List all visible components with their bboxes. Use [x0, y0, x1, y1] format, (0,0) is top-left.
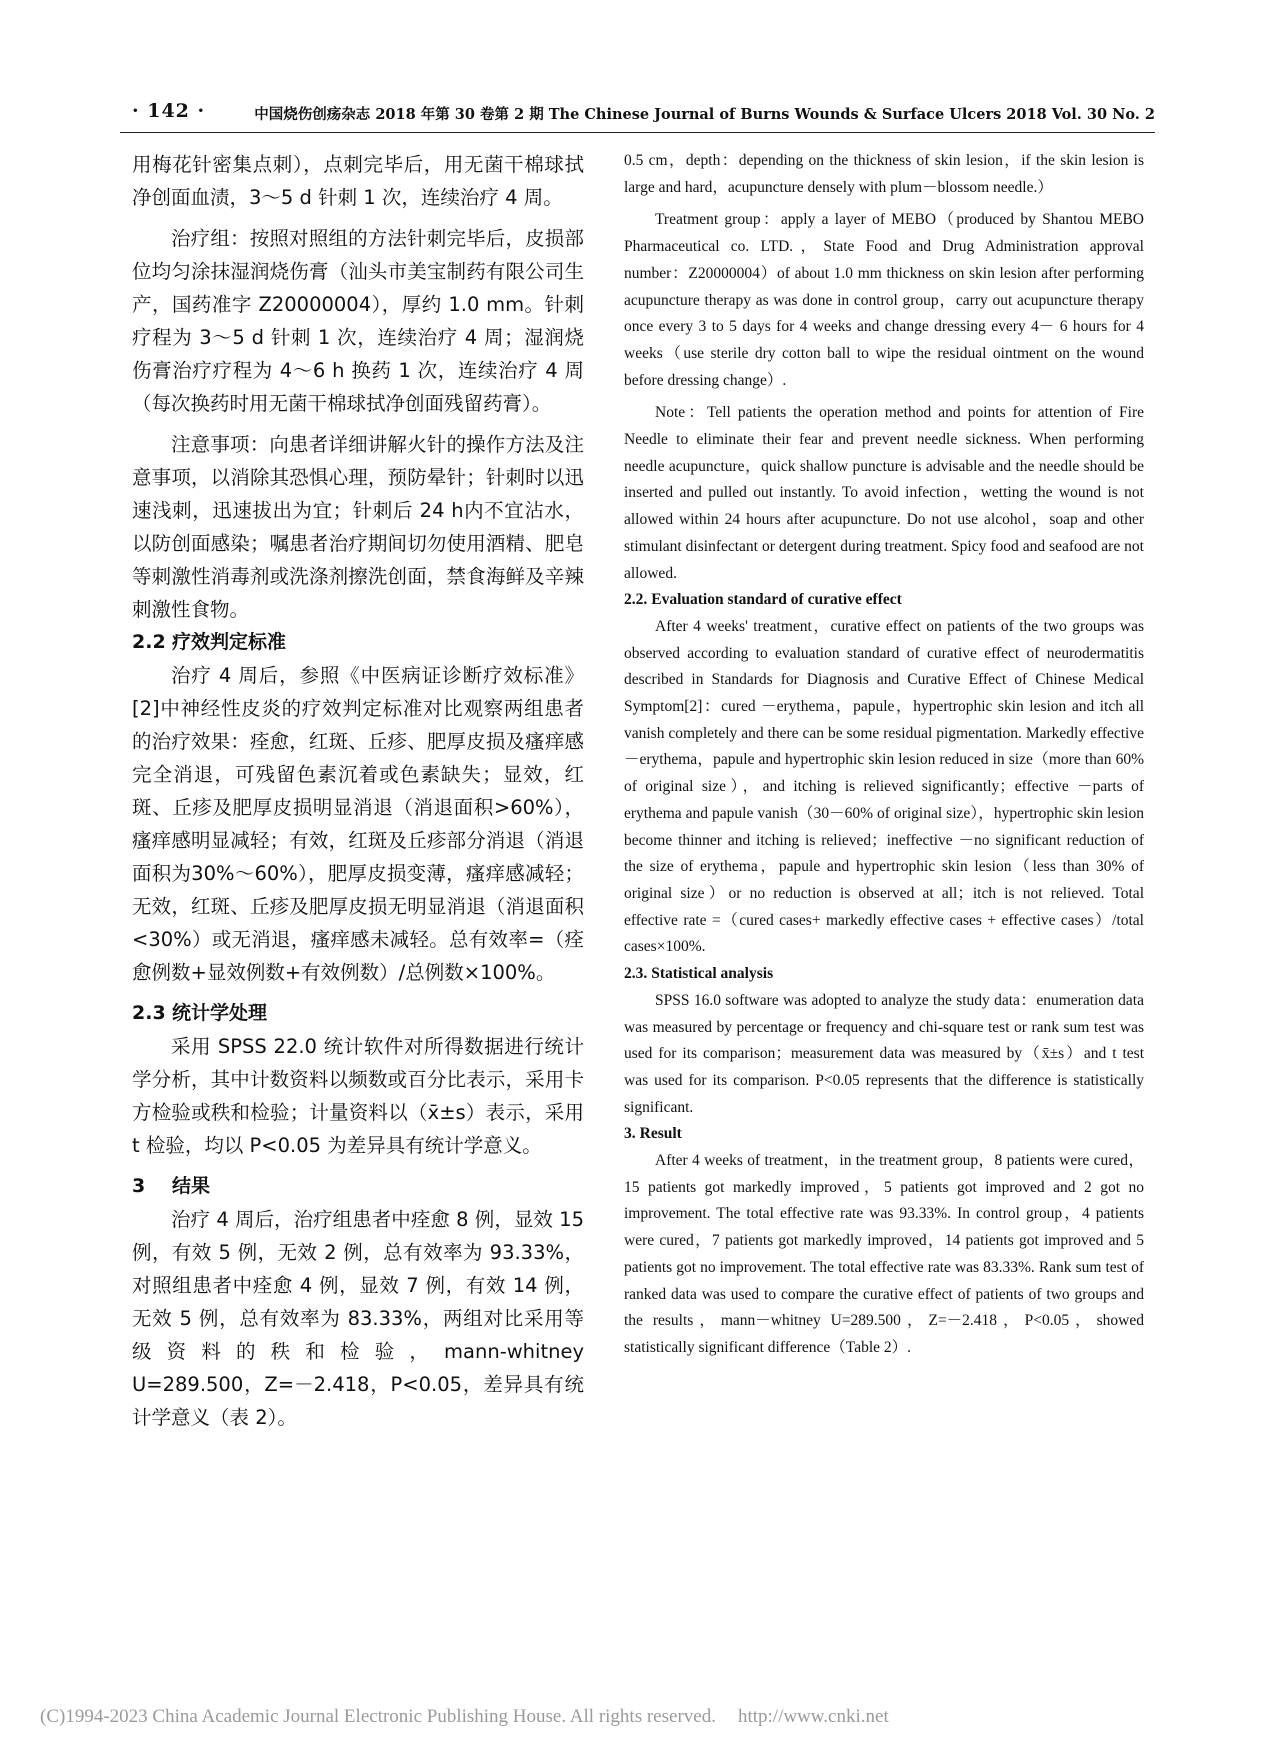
zh-paragraph-1: 用梅花针密集点刺），点刺完毕后，用无菌干棉球拭净创面血渍，3～5 d 针刺 1 次，连续治疗 4 周。	[132, 153, 584, 209]
en-paragraph-treatment-group: Treatment group：apply a layer of MEBO（produced by Shantou MEBO Pharmaceutical co. LTD.，State Food and Drug Administration approval number：Z20000004）of about 1.0 mm thickness on skin lesion after performing acupuncture therapy as was done in control group，carry out acupuncture therapy once every 3 to 5 days for 4 weeks and change dressing every 4－ 6 hours for 4 weeks（use sterile dry cotton ball to wipe the residual ointment on the wound before dressing change）.	[624, 211, 1144, 389]
section-title: Result	[639, 1125, 682, 1143]
cnki-url: http://www.cnki.net	[737, 1706, 889, 1727]
section-number: 2.2	[132, 631, 166, 653]
section-title: Evaluation standard of curative effect	[651, 591, 902, 609]
section-number: 2.3.	[624, 965, 648, 983]
section-title: 结果	[172, 1175, 211, 1197]
zh-paragraph-statistics: 采用 SPSS 22.0 统计软件对所得数据进行统计学分析，其中计数资料以频数或百分比表示，采用卡方检验或秩和检验；计量资料以（x̄±s）表示，采用 t 检验，均以 P<0.05 为差异具有统计学意义。	[132, 1035, 584, 1157]
en-section-2-3-heading	[624, 961, 1144, 988]
copyright-footer	[40, 1706, 1140, 1728]
chinese-column	[132, 148, 584, 1434]
journal-title: 中国烧伤创疡杂志 2018 年第 30 卷第 2 期 The Chinese Journal of Burns Wounds & Surface Ulcers 2018 Vol. 30 No. 2	[254, 106, 1155, 123]
zh-section-3-heading	[132, 1170, 584, 1203]
section-title: 统计学处理	[172, 1002, 268, 1024]
english-column	[624, 148, 1144, 1362]
en-paragraph-statistics: SPSS 16.0 software was adopted to analyze the study data：enumeration data was measured by percentage or frequency and chi-square test or rank sum test was used for its comparison；measurement data was measured by（x̄±s）and t test was used for its comparison. P<0.05 represents that the difference is statistically significant.	[624, 991, 1144, 1116]
section-number: 2.2.	[624, 591, 648, 609]
section-title: Statistical analysis	[651, 965, 774, 983]
section-number: 3	[132, 1175, 146, 1197]
en-paragraph-evaluation: After 4 weeks' treatment，curative effect on patients of the two groups was observed according to evaluation standard of curative effect of neurodermatitis described in Standards for Diagnosis and Curative Effect of Chinese Medical Symptom[2]：cured －erythema，papule，hypertrophic skin lesion and itch all vanish completely and there can be some residual pigmentation. Markedly effective －erythema，papule and hypertrophic skin lesion reduced in size（more than 60% of original size），and itching is relieved significantly；effective －parts of erythema and papule vanish（30－60% of original size），hypertrophic skin lesion become thinner and itching is relieved；ineffective －no significant reduction of the size of erythema，papule and hypertrophic skin lesion（less than 30% of original size）or no reduction is observed at all；itch is not relieved. Total effective rate =（cured cases+ markedly effective cases + effective cases）/total cases×100%.	[624, 617, 1144, 956]
zh-section-2-3-heading	[132, 997, 584, 1030]
page-number: · 142 ·	[132, 100, 206, 122]
section-number: 2.3	[132, 1002, 166, 1024]
en-section-3-heading	[624, 1121, 1144, 1148]
section-title: 疗效判定标准	[172, 631, 287, 653]
zh-paragraph-notes: 注意事项：向患者详细讲解火针的操作方法及注意事项，以消除其恐惧心理，预防晕针；针刺时以迅速浅刺，迅速拔出为宜；针刺后 24 h内不宜沾水，以防创面感染；嘱患者治疗期间切勿使用酒精、肥皂等刺激性消毒剂或洗涤剂擦洗创面，禁食海鲜及辛辣刺激性食物。	[132, 433, 584, 621]
en-paragraph-1: 0.5 cm，depth：depending on the thickness of skin lesion，if the skin lesion is large and hard，acupuncture densely with plum－blossom needle.）	[624, 152, 1144, 196]
zh-paragraph-evaluation: 治疗 4 周后，参照《中医病证诊断疗效标准》[2]中神经性皮炎的疗效判定标准对比观察两组患者的治疗效果：痊愈，红斑、丘疹、肥厚皮损及瘙痒感完全消退，可残留色素沉着或色素缺失；显效，红斑、丘疹及肥厚皮损明显消退（消退面积>60%），瘙痒感明显减轻；有效，红斑及丘疹部分消退（消退面积为30%～60%），肥厚皮损变薄，瘙痒感减轻；无效，红斑、丘疹及肥厚皮损无明显消退（消退面积<30%）或无消退，瘙痒感未减轻。总有效率=（痊愈例数+显效例数+有效例数）/总例数×100%。	[132, 664, 584, 984]
en-paragraph-notes: Note：Tell patients the operation method and points for attention of Fire Needle to eliminate their fear and prevent needle sickness. When performing needle acupuncture，quick shallow puncture is advisable and the needle should be inserted and pulled out instantly. To avoid infection，wetting the wound is not allowed within 24 hours after acupuncture. Do not use alcohol，soap and other stimulant disinfectant or detergent during treatment. Spicy food and seafood are not allowed.	[624, 404, 1144, 582]
en-section-2-2-heading	[624, 587, 1144, 614]
running-header	[120, 96, 1155, 133]
zh-section-2-2-heading	[132, 626, 584, 659]
zh-paragraph-results: 治疗 4 周后，治疗组患者中痊愈 8 例，显效 15 例，有效 5 例，无效 2 例，总有效率为 93.33%，对照组患者中痊愈 4 例，显效 7 例，有效 14 例，无效 5 例，总有效率为 83.33%，两组对比采用等级资料的秩和检验，mann-whitney U=289.500，Z=－2.418，P<0.05，差异具有统计学意义（表 2）。	[132, 1208, 584, 1429]
zh-paragraph-treatment-group: 治疗组：按照对照组的方法针刺完毕后，皮损部位均匀涂抹湿润烧伤膏（汕头市美宝制药有限公司生产，国药准字 Z20000004），厚约 1.0 mm。针刺疗程为 3～5 d 针刺 1 次，连续治疗 4 周；湿润烧伤膏治疗疗程为 4～6 h 换药 1 次，连续治疗 4 周（每次换药时用无菌干棉球拭净创面残留药膏）。	[132, 227, 584, 415]
section-number: 3.	[624, 1125, 636, 1143]
copyright-text: (C)1994-2023 China Academic Journal Electronic Publishing House. All rights reserved.	[40, 1706, 716, 1727]
en-paragraph-results: After 4 weeks of treatment，in the treatment group，8 patients were cured，15 patients got markedly improved，5 patients got improved and 2 got no improvement. The total effective rate was 93.33%. In control group，4 patients were cured，7 patients got markedly improved，14 patients got improved and 5 patients got no improvement. The total effective rate was 83.33%. Rank sum test of ranked data was used to compare the curative effect of patients of two groups and the results，mann－whitney U=289.500，Z=－2.418，P<0.05，showed statistically significant difference（Table 2）.	[624, 1152, 1144, 1356]
